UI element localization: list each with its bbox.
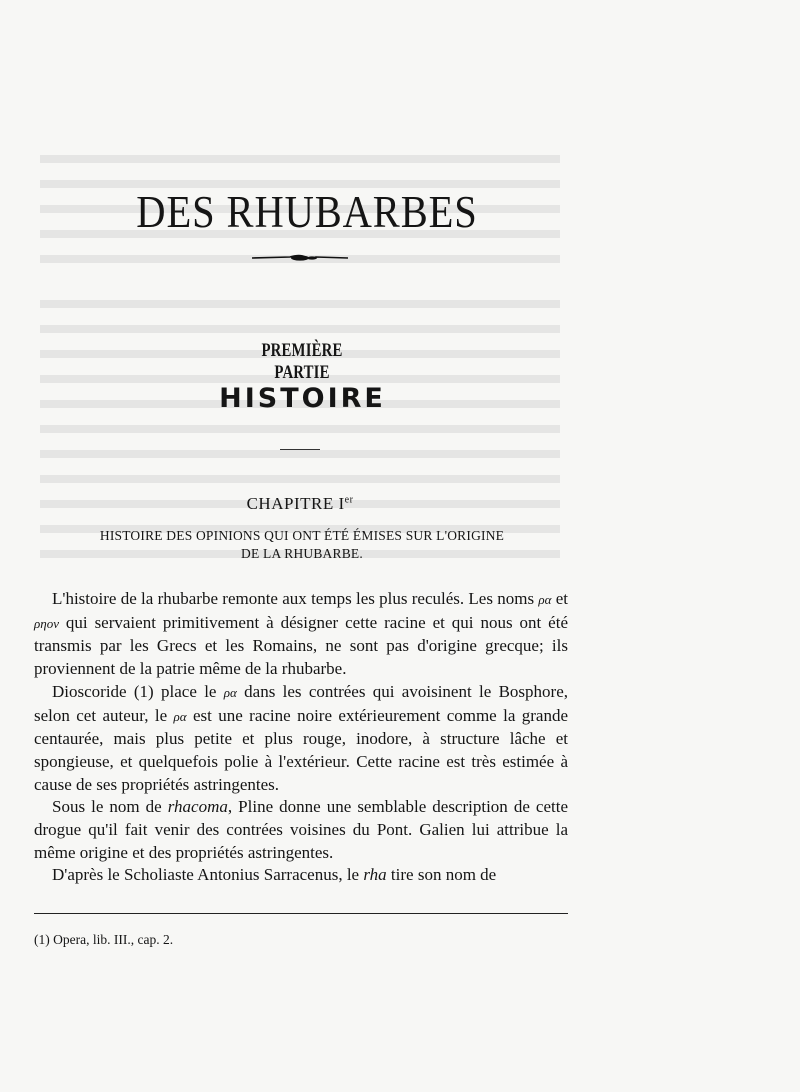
text-run: qui servaient primitivement à désigner cette racine et qui nous ont été transmis par les Grecs et les Romains, ne sont pas d'origine grecque; ils proviennent de la patrie même de la rhubarbe. (34, 612, 568, 679)
text-run: , Pline donne une semblable description de cette drogue qu'il fait venir des contrées voisines du Pont. Galien lui attribue la même origine et des propriétés astringentes. (34, 797, 569, 862)
greek-word: ρηον (34, 615, 59, 631)
greek-word: ρα (223, 684, 237, 700)
text-run: et (551, 589, 568, 608)
chapter-heading (200, 494, 400, 514)
text-run: Dioscoride (1) place le (52, 681, 224, 701)
text-run: est une racine noire extérieurement comme la grande centaurée, mais plus petite et plus rouge, inodore, à structure lâche et spongieuse, et quelquefois polie à l'extérieur. Cette racine est très estimée à cause de ses propriétés astringentes. (34, 705, 568, 794)
section-divider (280, 449, 320, 450)
chapter-subtitle-line: HISTOIRE DES OPINIONS QUI ONT ÉTÉ ÉMISES SUR L'ORIGINE (99, 528, 505, 543)
paragraph (34, 864, 568, 887)
italic-term: rha (363, 865, 387, 885)
chapter-number-superscript: er (344, 494, 354, 506)
chapter-subtitle-line: DE LA RHUBARBE. (241, 546, 363, 561)
chapter-subtitle (64, 527, 540, 563)
paragraph (34, 681, 568, 797)
part-label: PREMIÈRE PARTIE (261, 340, 343, 383)
footnote-divider (34, 913, 568, 914)
italic-term: rhacoma (167, 797, 228, 817)
part-title: HISTOIRE (219, 383, 386, 414)
title-ornament-rule (250, 252, 350, 264)
paragraph (34, 588, 568, 681)
text-run: dans les contrées qui avoisinent le Bosphore, selon cet auteur, le (34, 681, 568, 725)
body-text (34, 588, 568, 887)
footnote: (1) Opera, lib. III., cap. 2. (34, 932, 174, 947)
greek-word: ρα (173, 708, 187, 724)
text-run: tire son nom de (386, 865, 497, 885)
text-run: L'histoire de la rhubarbe remonte aux temps les plus reculés. Les noms (52, 589, 539, 608)
text-run: Sous le nom de (52, 797, 168, 817)
paragraph (34, 796, 568, 864)
text-run: D'après le Scholiaste Antonius Sarracenus, le (52, 865, 364, 885)
book-title: DES RHUBARBES (136, 187, 478, 237)
chapter-number: CHAPITRE I (246, 494, 345, 513)
greek-word: ρα (538, 592, 552, 607)
